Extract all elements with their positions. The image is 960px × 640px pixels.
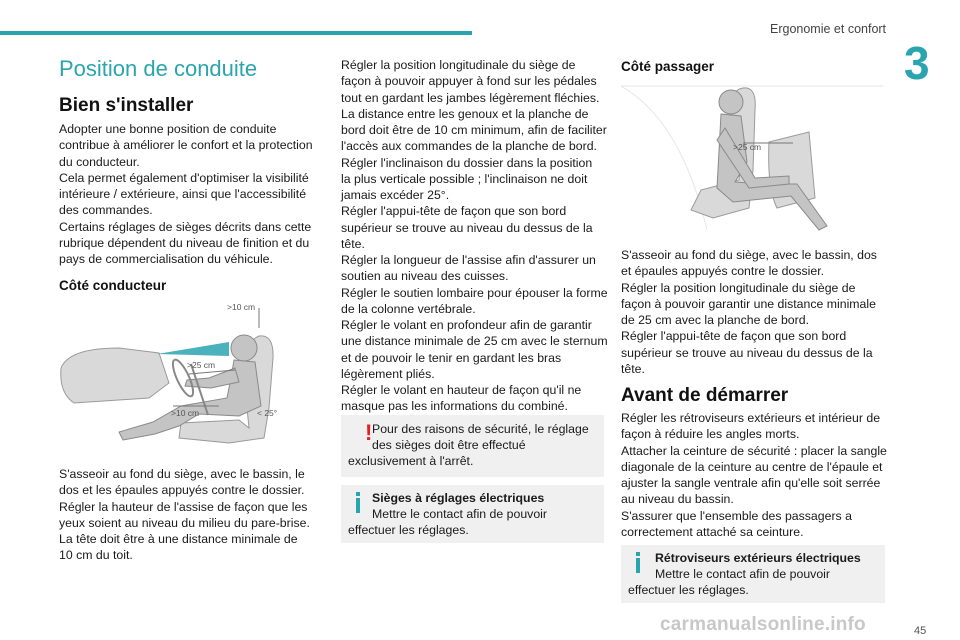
heading-cote-conducteur: Côté conducteur	[59, 278, 167, 293]
heading-cote-passager: Côté passager	[621, 59, 715, 74]
page-title: Position de conduite	[59, 56, 258, 81]
driver-label-head: >10 cm	[227, 302, 256, 312]
passenger-position-illustration	[621, 80, 883, 235]
paragraph-cote-conducteur: S'asseoir au fond du siège, avec le bassin, le dos et les épaules appuyés contre le dossier. Régler la hauteur de l'assise de façon que les yeux soient au niveau du milieu du pare-brise. La tête doit être à une distance minimale de 10 cm du toit.	[59, 467, 310, 563]
info-title: Sièges à réglages électriques	[372, 491, 545, 505]
passenger-label-distance: >25 cm	[733, 142, 762, 152]
paragraph-reglages: Régler la position longitudinale du siège de façon à pouvoir appuyer à fond sur les pédales tout en gardant les jambes légèrement fléchies. La distance entre les genoux et la planche de bord doit être de 10 cm minimum, afin de faciliter l'accès aux commandes de la planche de bord. Régler l'inclinaison du dossier dans la position la plus verticale possible ; l'inclinaison ne doit jamais excéder 25°. Régler l'appui-tête de façon que son bord supérieur se trouve au niveau du dessus de la tête. Régler la longueur de l'assise afin d'assurer un soutien au niveau des cuisses. Régler le soutien lombaire pour épouser la forme de la colonne vertébrale. Régler le volant en profondeur afin de garantir une distance minimale de 25 cm avec le sternum et de pouvoir le tenir en gardant les bras légèrement pliés. Régler le volant en hauteur de façon qu'il ne masque pas les informations du combiné.	[341, 58, 608, 414]
info-icon	[356, 492, 360, 514]
watermark: carmanualsonline.info	[660, 614, 866, 635]
paragraph-avant-demarrer: Régler les rétroviseurs extérieurs et intérieur de façon à réduire les angles morts. Attacher la ceinture de sécurité : placer la sangle diagonale de la ceinture au centre de l'épaule et ajuster la sangle ventrale afin qu'elle soit serrée au niveau du bassin. S'assurer que l'ensemble des passagers a correctement attaché sa ceinture.	[621, 411, 887, 539]
info-title: Rétroviseurs extérieurs électriques	[655, 551, 861, 565]
info-box-retroviseurs: Rétroviseurs extérieurs électriques Mettre le contact afin de pouvoir effectuer les réglages.	[621, 545, 885, 603]
chapter-number: 3	[904, 37, 930, 89]
heading-avant-demarrer: Avant de démarrer	[621, 385, 789, 406]
paragraph-cote-passager: S'asseoir au fond du siège, avec le bassin, dos et épaules appuyés contre le dossier. Régler la position longitudinale du siège de façon à pouvoir garantir une distance minimale de 25 cm avec la planche de bord. Régler l'appui-tête de façon que son bord supérieur se trouve au niveau du dessus de la tête.	[621, 248, 877, 376]
section-title: Ergonomie et confort	[770, 22, 887, 36]
driver-position-illustration	[59, 298, 321, 448]
driver-label-knees: >10 cm	[171, 408, 200, 418]
driver-label-angle: < 25°	[257, 408, 278, 418]
info-box-sieges: Sièges à réglages électriques Mettre le contact afin de pouvoir effectuer les réglages.	[341, 485, 604, 543]
paragraph-bien-installer: Adopter une bonne position de conduite contribue à améliorer le confort et la protection du conducteur. Cela permet également d'optimiser la visibilité intérieure / extérieure, ainsi que l'accessibilité des commandes. Certains réglages de sièges décrits dans cette rubrique dépendent du niveau de finition et du pays de commercialisation du véhicule.	[59, 122, 313, 266]
heading-bien-installer: Bien s'installer	[59, 95, 194, 116]
info-icon	[636, 552, 640, 574]
driver-label-wheel: >25 cm	[187, 360, 216, 370]
page-number: 45	[914, 625, 927, 637]
warning-box: ! Pour des raisons de sécurité, le réglage des sièges doit être effectué exclusivement à l'arrêt.	[341, 415, 604, 477]
header-accent-bar	[0, 31, 472, 35]
warning-icon: !	[365, 420, 373, 445]
